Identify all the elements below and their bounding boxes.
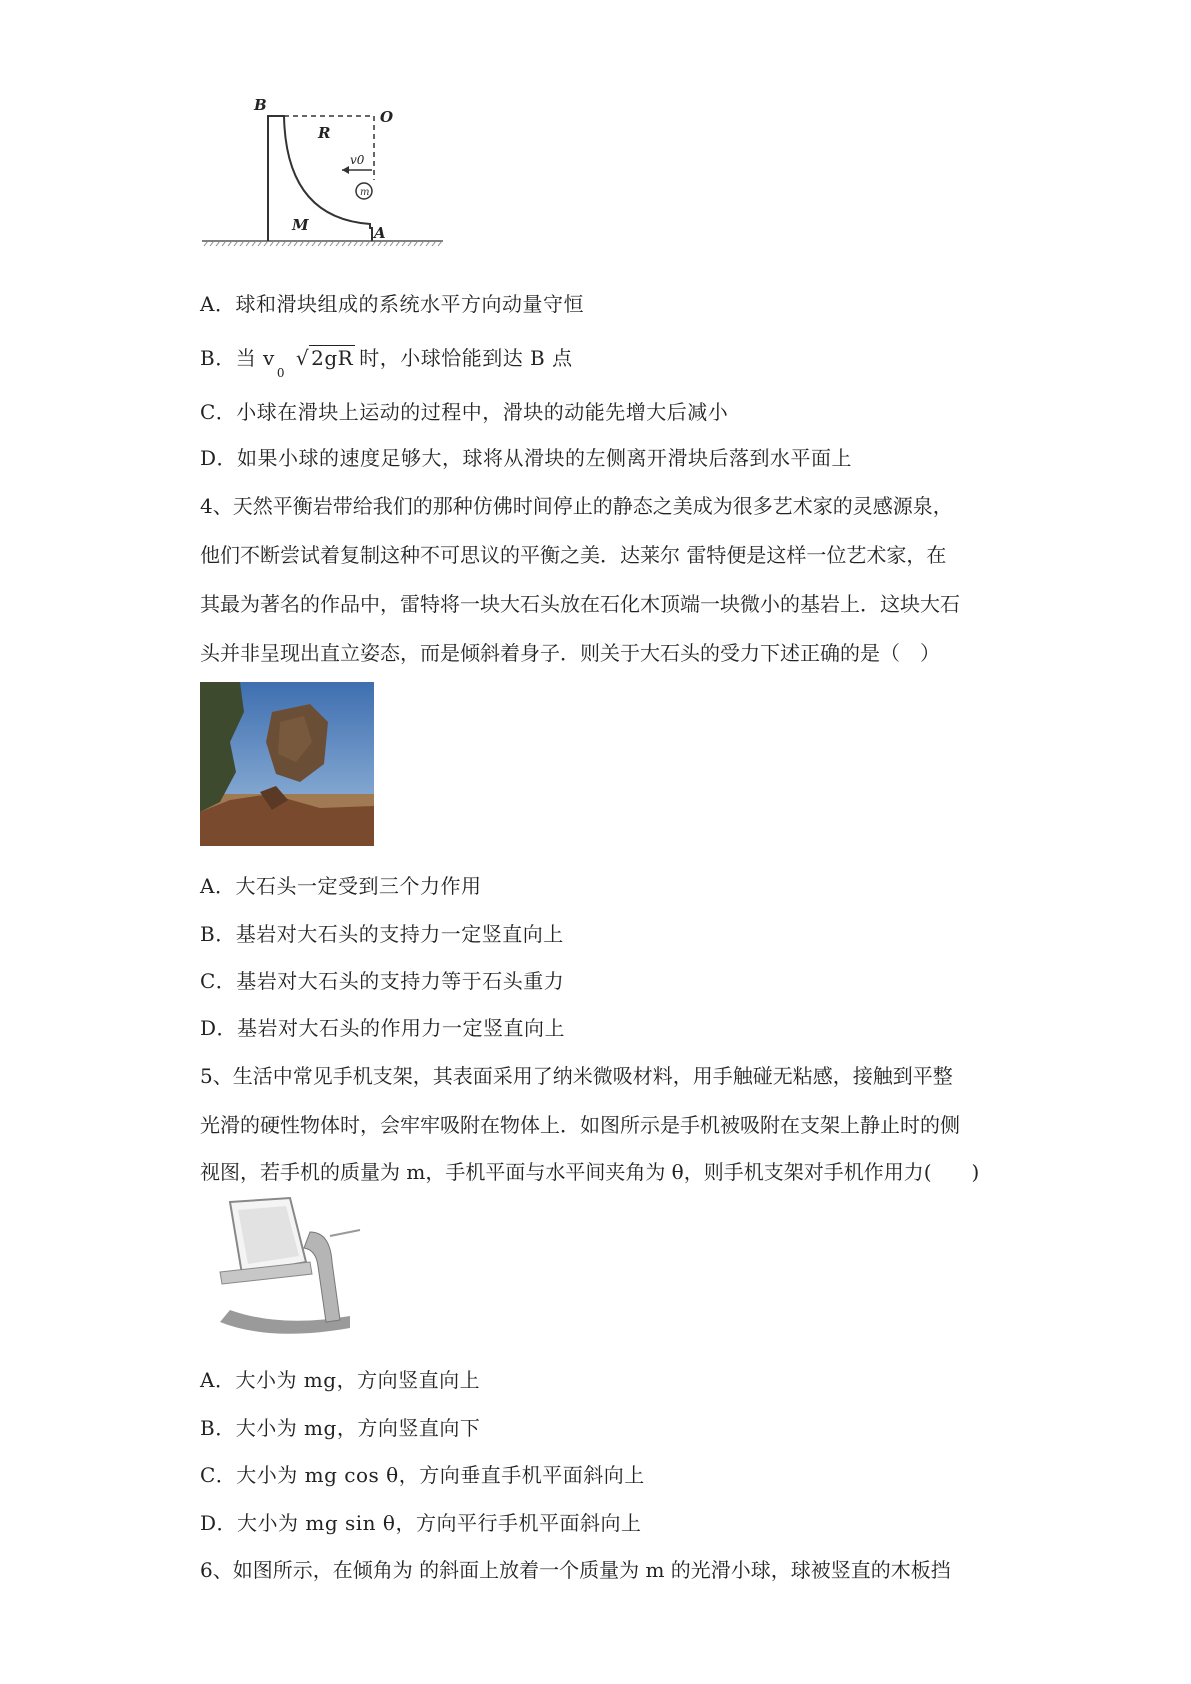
- phone-holder-photo: [200, 1192, 368, 1344]
- q3-option-b: [200, 344, 573, 380]
- label-M: M: [292, 216, 309, 234]
- q4-stem-line-3: 其最为著名的作品中，雷特将一块大石头放在石化木顶端一块微小的基岩上．这块大石: [200, 592, 960, 616]
- q4-option-c: C．基岩对大石头的支持力等于石头重力: [200, 969, 565, 993]
- label-R: R: [318, 124, 331, 142]
- q4-option-a: A．大石头一定受到三个力作用: [200, 874, 482, 898]
- balanced-rock-photo: [200, 682, 374, 846]
- q4-option-b: B．基岩对大石头的支持力一定竖直向上: [200, 922, 564, 946]
- label-A: A: [374, 224, 386, 242]
- label-O: O: [380, 108, 394, 126]
- q5-option-a: A．大小为 mg，方向竖直向上: [200, 1368, 481, 1392]
- q3-option-a: A．球和滑块组成的系统水平方向动量守恒: [200, 292, 584, 316]
- sqrt-radicand: 2gR: [311, 346, 354, 370]
- sqrt-expression: √ 2gR: [295, 346, 354, 370]
- q4-stem-line-4: 头并非呈现出直立姿态，而是倾斜着身子．则关于大石头的受力下述正确的是（ ）: [200, 641, 940, 665]
- label-v0: v0: [350, 153, 365, 167]
- q3-option-b-subscript: 0: [276, 366, 285, 380]
- q4-stem-line-1: 4、天然平衡岩带给我们的那种仿佛时间停止的静态之美成为很多艺术家的灵感源泉，: [200, 494, 953, 518]
- slider-groove-diagram: [200, 98, 455, 248]
- q4-option-d: D．基岩对大石头的作用力一定竖直向上: [200, 1016, 566, 1040]
- q6-stem-line-1: 6、如图所示，在倾角为 的斜面上放着一个质量为 m 的光滑小球，球被竖直的木板挡: [200, 1558, 951, 1582]
- q5-option-d: D．大小为 mg sin θ，方向平行手机平面斜向上: [200, 1511, 642, 1535]
- label-B: B: [254, 98, 267, 114]
- q5-option-b: B．大小为 mg，方向竖直向下: [200, 1416, 481, 1440]
- q4-stem-line-2: 他们不断尝试着复制这种不可思议的平衡之美．达莱尔 雷特便是这样一位艺术家，在: [200, 543, 947, 567]
- q3-option-c: C．小球在滑块上运动的过程中，滑块的动能先增大后减小: [200, 400, 729, 424]
- q5-stem-line-1: 5、生活中常见手机支架，其表面采用了纳米微吸材料，用手触碰无粘感，接触到平整: [200, 1064, 953, 1088]
- q5-stem-line-2: 光滑的硬性物体时，会牢牢吸附在物体上．如图所示是手机被吸附在支架上静止时的侧: [200, 1113, 960, 1137]
- q3-option-b-suffix: 时，小球恰能到达 B 点: [359, 346, 573, 370]
- label-m: m: [360, 187, 370, 198]
- q3-option-d: D．如果小球的速度足够大，球将从滑块的左侧离开滑块后落到水平面上: [200, 446, 853, 470]
- q3-option-b-prefix: B．当 v: [200, 346, 275, 370]
- q5-stem-line-3: 视图，若手机的质量为 m，手机平面与水平间夹角为 θ，则手机支架对手机作用力( ): [200, 1160, 980, 1184]
- q5-option-c: C．大小为 mg cos θ，方向垂直手机平面斜向上: [200, 1463, 645, 1487]
